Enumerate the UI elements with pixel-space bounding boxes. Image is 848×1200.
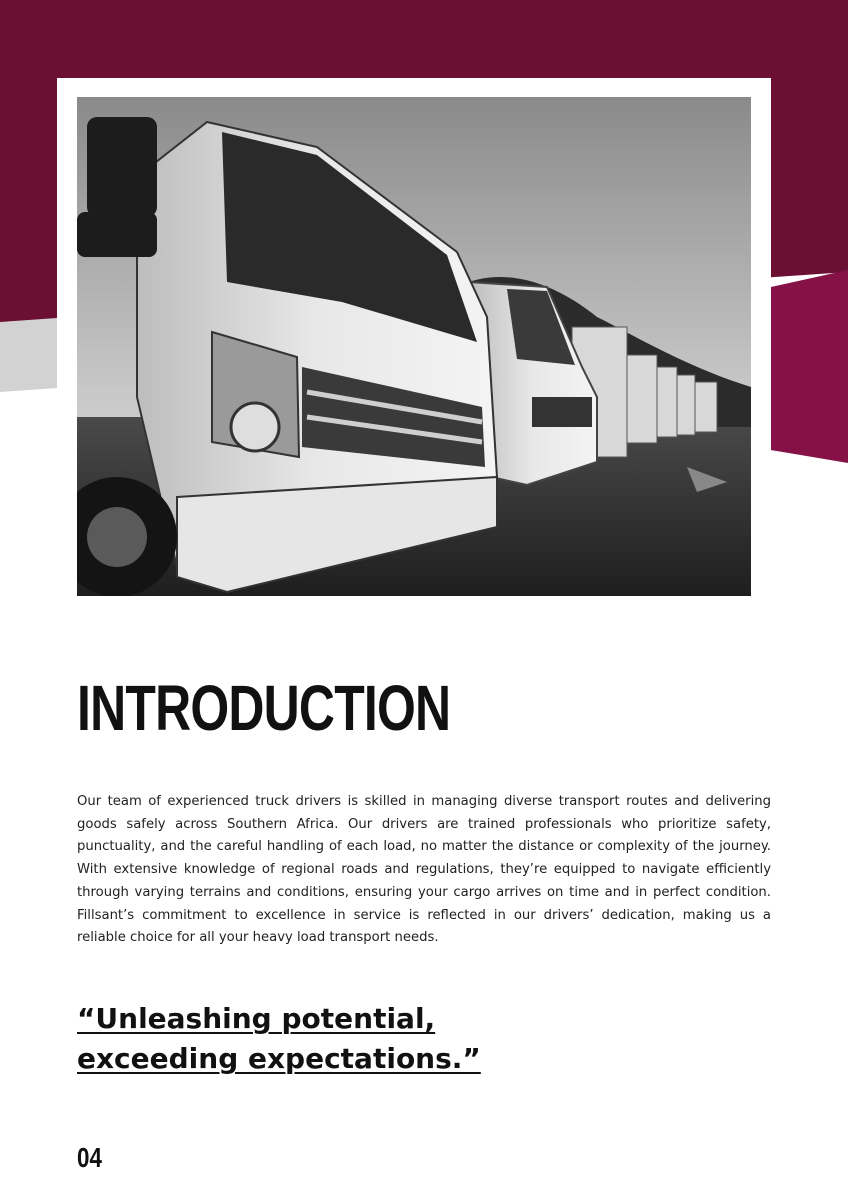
quote-line-2: exceeding expectations.” [77,1042,481,1075]
intro-paragraph: Our team of experienced truck drivers is skilled in managing diverse transport routes and delivering goods safely across Southern Africa. Our drivers are trained professionals who prioritize safety, punctuality, and the careful handling of each load, no matter the distance or complexity of the journey. With extensive knowledge of regional roads and regulations, they’re equipped to navigate efficiently through varying terrains and conditions, ensuring your cargo arrives on time and in perfect condition. Fillsant’s commitment to excellence in service is reflected in our drivers’ dedication, making us a reliable choice for all your heavy load transport needs. [77,794,771,946]
hero-photo [77,97,751,596]
background-gray-band [0,318,57,392]
tagline-quote [77,999,481,1079]
truck-fleet-photo-icon [77,97,751,596]
background-maroon-right [771,270,848,463]
quote-line-1: “Unleashing potential, [77,1002,436,1035]
page-title: INTRODUCTION [77,672,451,744]
page-number: 04 [77,1142,102,1173]
